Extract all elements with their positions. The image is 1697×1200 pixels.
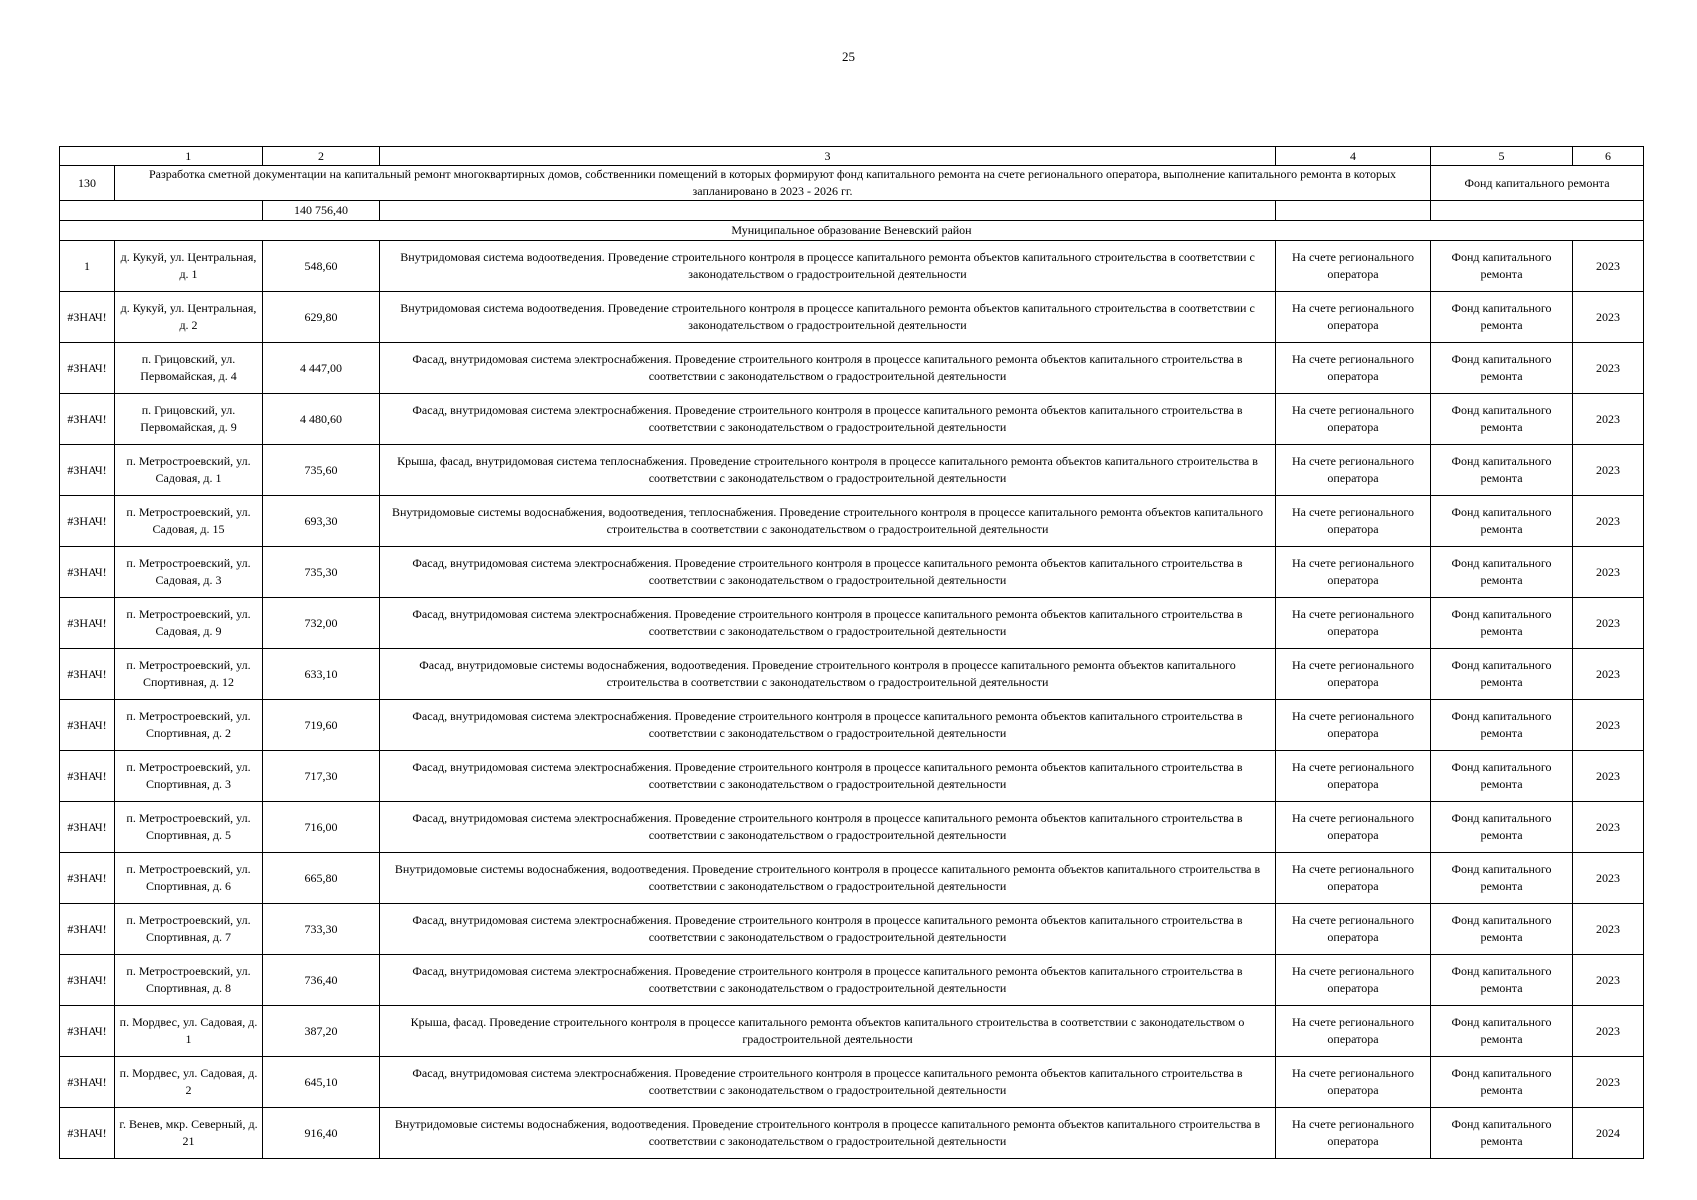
row-number: #ЗНАЧ! [60,700,115,751]
row-address: п. Метростроевский, ул. Спортивная, д. 8 [115,955,263,1006]
row-account-type: На счете регионального оператора [1276,241,1431,292]
row-cost: 665,80 [263,853,380,904]
row-number: #ЗНАЧ! [60,598,115,649]
municipality-row [60,221,1644,241]
row-year: 2023 [1573,292,1644,343]
row-work-description: Крыша, фасад. Проведение строительного контроля в процессе капитального ремонта объектов капитального строительства в соответствии с законодательством о градостроительной деятельности [380,1006,1276,1057]
row-work-description: Внутридомовые системы водоснабжения, водоотведения, теплоснабжения. Проведение строительного контроля в процессе капитального ремонта объектов капитального строительства в соответствии с законодательством о градостроительной деятельности [380,496,1276,547]
row-account-type: На счете регионального оператора [1276,1006,1431,1057]
total-blank-desc [380,201,1276,221]
row-number: #ЗНАЧ! [60,547,115,598]
table-row [60,1006,1644,1057]
section-row [60,166,1644,201]
row-address: п. Метростроевский, ул. Садовая, д. 1 [115,445,263,496]
row-number: #ЗНАЧ! [60,292,115,343]
row-account-type: На счете регионального оператора [1276,343,1431,394]
row-cost: 633,10 [263,649,380,700]
row-account-type: На счете регионального оператора [1276,598,1431,649]
section-number: 130 [60,166,115,201]
table-row [60,496,1644,547]
table-row [60,292,1644,343]
section-title: Разработка сметной документации на капитальный ремонт многоквартирных домов, собственники помещений в которых формируют фонд капитального ремонта на счете регионального оператора, выполнение капитального ремонта в которых запланировано в 2023 - 2026 гг. [115,166,1431,201]
row-year: 2023 [1573,547,1644,598]
table-row [60,598,1644,649]
row-work-description: Внутридомовая система водоотведения. Проведение строительного контроля в процессе капитального ремонта объектов капитального строительства в соответствии с законодательством о градостроительной деятельности [380,292,1276,343]
row-funding-source: Фонд капитального ремонта [1431,394,1573,445]
municipality-name: Муниципальное образование Веневский район [60,221,1644,241]
row-account-type: На счете регионального оператора [1276,802,1431,853]
row-work-description: Фасад, внутридомовые системы водоснабжения, водоотведения. Проведение строительного контроля в процессе капитального ремонта объектов капитального строительства в соответствии с законодательством о градостроительной деятельности [380,649,1276,700]
total-blank-source [1431,201,1644,221]
row-account-type: На счете регионального оператора [1276,547,1431,598]
row-work-description: Фасад, внутридомовая система электроснабжения. Проведение строительного контроля в процессе капитального ремонта объектов капитального строительства в соответствии с законодательством о градостроительной деятельности [380,700,1276,751]
row-work-description: Фасад, внутридомовая система электроснабжения. Проведение строительного контроля в процессе капитального ремонта объектов капитального строительства в соответствии с законодательством о градостроительной деятельности [380,394,1276,445]
row-funding-source: Фонд капитального ремонта [1431,598,1573,649]
row-account-type: На счете регионального оператора [1276,700,1431,751]
table-row [60,241,1644,292]
row-account-type: На счете регионального оператора [1276,292,1431,343]
row-year: 2023 [1573,343,1644,394]
table-row [60,394,1644,445]
row-work-description: Внутридомовая система водоотведения. Проведение строительного контроля в процессе капитального ремонта объектов капитального строительства в соответствии с законодательством о градостроительной деятельности [380,241,1276,292]
row-number: #ЗНАЧ! [60,904,115,955]
row-address: п. Метростроевский, ул. Садовая, д. 15 [115,496,263,547]
row-cost: 645,10 [263,1057,380,1108]
row-funding-source: Фонд капитального ремонта [1431,751,1573,802]
total-blank [60,201,263,221]
row-address: п. Метростроевский, ул. Спортивная, д. 3 [115,751,263,802]
row-number: #ЗНАЧ! [60,853,115,904]
row-cost: 719,60 [263,700,380,751]
row-address: п. Мордвес, ул. Садовая, д. 2 [115,1057,263,1108]
header-col-1: 1 [115,147,263,166]
section-source: Фонд капитального ремонта [1431,166,1644,201]
row-work-description: Крыша, фасад, внутридомовая система теплоснабжения. Проведение строительного контроля в процессе капитального ремонта объектов капитального строительства в соответствии с законодательством о градостроительной деятельности [380,445,1276,496]
row-work-description: Фасад, внутридомовая система электроснабжения. Проведение строительного контроля в процессе капитального ремонта объектов капитального строительства в соответствии с законодательством о градостроительной деятельности [380,547,1276,598]
row-address: д. Кукуй, ул. Центральная, д. 2 [115,292,263,343]
row-address: г. Венев, мкр. Северный, д. 21 [115,1108,263,1159]
total-cost: 140 756,40 [263,201,380,221]
row-year: 2023 [1573,700,1644,751]
row-funding-source: Фонд капитального ремонта [1431,955,1573,1006]
row-year: 2023 [1573,496,1644,547]
row-number: #ЗНАЧ! [60,343,115,394]
table-row [60,1057,1644,1108]
row-funding-source: Фонд капитального ремонта [1431,802,1573,853]
row-funding-source: Фонд капитального ремонта [1431,700,1573,751]
row-year: 2023 [1573,955,1644,1006]
table-row [60,802,1644,853]
row-number: #ЗНАЧ! [60,1108,115,1159]
table-row [60,445,1644,496]
row-number: #ЗНАЧ! [60,445,115,496]
row-funding-source: Фонд капитального ремонта [1431,853,1573,904]
row-cost: 629,80 [263,292,380,343]
row-funding-source: Фонд капитального ремонта [1431,1006,1573,1057]
row-number: #ЗНАЧ! [60,802,115,853]
header-col-blank [60,147,115,166]
row-funding-source: Фонд капитального ремонта [1431,292,1573,343]
row-year: 2023 [1573,1006,1644,1057]
row-funding-source: Фонд капитального ремонта [1431,649,1573,700]
row-address: п. Метростроевский, ул. Садовая, д. 9 [115,598,263,649]
row-funding-source: Фонд капитального ремонта [1431,904,1573,955]
row-work-description: Фасад, внутридомовая система электроснабжения. Проведение строительного контроля в процессе капитального ремонта объектов капитального строительства в соответствии с законодательством о градостроительной деятельности [380,955,1276,1006]
row-cost: 693,30 [263,496,380,547]
row-cost: 716,00 [263,802,380,853]
row-account-type: На счете регионального оператора [1276,751,1431,802]
table-row [60,547,1644,598]
row-cost: 548,60 [263,241,380,292]
header-col-4: 4 [1276,147,1431,166]
row-cost: 387,20 [263,1006,380,1057]
table-row [60,904,1644,955]
row-year: 2023 [1573,751,1644,802]
row-account-type: На счете регионального оператора [1276,1108,1431,1159]
row-funding-source: Фонд капитального ремонта [1431,1108,1573,1159]
row-year: 2023 [1573,394,1644,445]
row-work-description: Внутридомовые системы водоснабжения, водоотведения. Проведение строительного контроля в процессе капитального ремонта объектов капитального строительства в соответствии с законодательством о градостроительной деятельности [380,1108,1276,1159]
row-year: 2023 [1573,598,1644,649]
row-address: п. Мордвес, ул. Садовая, д. 1 [115,1006,263,1057]
row-account-type: На счете регионального оператора [1276,1057,1431,1108]
row-account-type: На счете регионального оператора [1276,955,1431,1006]
row-work-description: Фасад, внутридомовая система электроснабжения. Проведение строительного контроля в процессе капитального ремонта объектов капитального строительства в соответствии с законодательством о градостроительной деятельности [380,802,1276,853]
header-col-6: 6 [1573,147,1644,166]
row-account-type: На счете регионального оператора [1276,394,1431,445]
row-address: п. Грицовский, ул. Первомайская, д. 4 [115,343,263,394]
row-number: #ЗНАЧ! [60,394,115,445]
row-number: 1 [60,241,115,292]
row-account-type: На счете регионального оператора [1276,496,1431,547]
row-year: 2023 [1573,802,1644,853]
header-col-2: 2 [263,147,380,166]
row-number: #ЗНАЧ! [60,751,115,802]
total-row [60,201,1644,221]
row-cost: 733,30 [263,904,380,955]
row-cost: 4 447,00 [263,343,380,394]
table-row [60,343,1644,394]
table-row [60,853,1644,904]
works-table [59,146,1644,1159]
row-funding-source: Фонд капитального ремонта [1431,241,1573,292]
row-number: #ЗНАЧ! [60,1006,115,1057]
table-row [60,955,1644,1006]
row-work-description: Фасад, внутридомовая система электроснабжения. Проведение строительного контроля в процессе капитального ремонта объектов капитального строительства в соответствии с законодательством о градостроительной деятельности [380,1057,1276,1108]
row-work-description: Фасад, внутридомовая система электроснабжения. Проведение строительного контроля в процессе капитального ремонта объектов капитального строительства в соответствии с законодательством о градостроительной деятельности [380,598,1276,649]
row-address: п. Метростроевский, ул. Спортивная, д. 6 [115,853,263,904]
row-address: п. Метростроевский, ул. Спортивная, д. 7 [115,904,263,955]
row-number: #ЗНАЧ! [60,496,115,547]
row-work-description: Внутридомовые системы водоснабжения, водоотведения. Проведение строительного контроля в процессе капитального ремонта объектов капитального строительства в соответствии с законодательством о градостроительной деятельности [380,853,1276,904]
row-year: 2023 [1573,853,1644,904]
row-cost: 735,60 [263,445,380,496]
row-cost: 736,40 [263,955,380,1006]
header-col-3: 3 [380,147,1276,166]
column-number-row [60,147,1644,166]
row-cost: 916,40 [263,1108,380,1159]
row-address: п. Метростроевский, ул. Садовая, д. 3 [115,547,263,598]
row-funding-source: Фонд капитального ремонта [1431,547,1573,598]
row-number: #ЗНАЧ! [60,1057,115,1108]
row-address: п. Метростроевский, ул. Спортивная, д. 5 [115,802,263,853]
row-address: п. Метростроевский, ул. Спортивная, д. 12 [115,649,263,700]
row-year: 2023 [1573,904,1644,955]
row-account-type: На счете регионального оператора [1276,853,1431,904]
row-account-type: На счете регионального оператора [1276,649,1431,700]
row-cost: 735,30 [263,547,380,598]
row-year: 2023 [1573,445,1644,496]
table-row [60,1108,1644,1159]
row-address: п. Метростроевский, ул. Спортивная, д. 2 [115,700,263,751]
row-work-description: Фасад, внутридомовая система электроснабжения. Проведение строительного контроля в процессе капитального ремонта объектов капитального строительства в соответствии с законодательством о градостроительной деятельности [380,904,1276,955]
row-number: #ЗНАЧ! [60,955,115,1006]
table-row [60,751,1644,802]
table-row [60,700,1644,751]
row-funding-source: Фонд капитального ремонта [1431,445,1573,496]
page-number: 25 [842,49,855,64]
row-cost: 4 480,60 [263,394,380,445]
row-address: п. Грицовский, ул. Первомайская, д. 9 [115,394,263,445]
row-year: 2023 [1573,649,1644,700]
table-row [60,649,1644,700]
row-year: 2023 [1573,241,1644,292]
row-funding-source: Фонд капитального ремонта [1431,496,1573,547]
row-work-description: Фасад, внутридомовая система электроснабжения. Проведение строительного контроля в процессе капитального ремонта объектов капитального строительства в соответствии с законодательством о градостроительной деятельности [380,343,1276,394]
row-funding-source: Фонд капитального ремонта [1431,343,1573,394]
row-year: 2024 [1573,1108,1644,1159]
row-account-type: На счете регионального оператора [1276,904,1431,955]
row-year: 2023 [1573,1057,1644,1108]
header-col-5: 5 [1431,147,1573,166]
row-address: д. Кукуй, ул. Центральная, д. 1 [115,241,263,292]
row-cost: 732,00 [263,598,380,649]
row-work-description: Фасад, внутридомовая система электроснабжения. Проведение строительного контроля в процессе капитального ремонта объектов капитального строительства в соответствии с законодательством о градостроительной деятельности [380,751,1276,802]
row-funding-source: Фонд капитального ремонта [1431,1057,1573,1108]
row-number: #ЗНАЧ! [60,649,115,700]
row-cost: 717,30 [263,751,380,802]
row-account-type: На счете регионального оператора [1276,445,1431,496]
total-blank-account [1276,201,1431,221]
